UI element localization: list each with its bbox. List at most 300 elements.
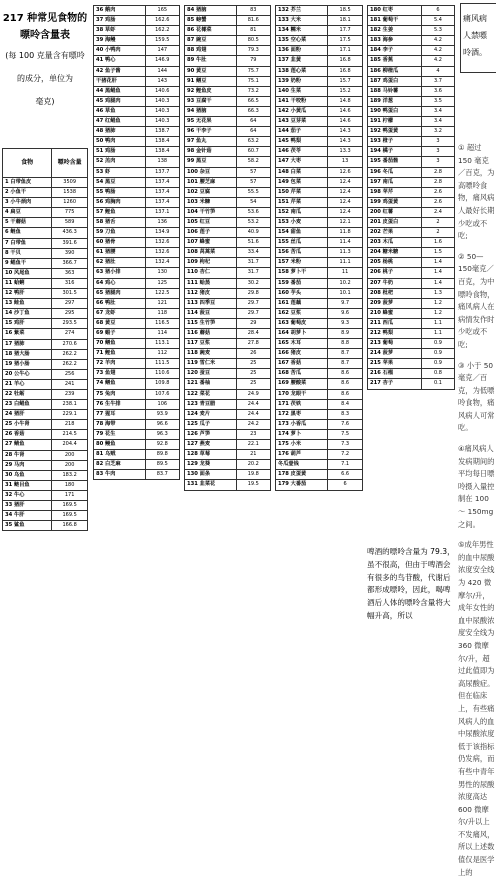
table-row	[3, 208, 88, 218]
table-row	[185, 369, 271, 379]
purine-value: 0.9	[421, 339, 454, 349]
food-name: 200 红薯	[368, 207, 422, 217]
table-row	[94, 238, 180, 248]
table-row	[368, 217, 455, 227]
table-row	[368, 278, 455, 288]
purine-value: 8.7	[328, 349, 363, 359]
table-row	[276, 318, 363, 328]
table-row	[276, 429, 363, 439]
food-name: 143 豆芽菜	[276, 117, 328, 127]
table-row	[94, 359, 180, 369]
food-name: 136 面粉	[276, 46, 328, 56]
table-row	[94, 56, 180, 66]
food-name: 190 鸭蛋白	[368, 106, 422, 116]
note-3: ③ 小于 50 毫克／百克，为低嘌呤食物，痛风病人可常吃。	[458, 360, 495, 433]
purine-value: 25	[236, 369, 270, 379]
table-row	[368, 56, 455, 66]
table-row	[94, 288, 180, 298]
unit-note-3: 毫克)	[35, 97, 55, 106]
table-row	[94, 450, 180, 460]
table-row	[185, 238, 271, 248]
purine-value: 109.8	[145, 379, 179, 389]
table-row	[94, 470, 180, 480]
food-name: 130 面条	[185, 470, 237, 480]
table-row	[368, 96, 455, 106]
purine-value: 1.3	[421, 288, 454, 298]
table-row	[185, 298, 271, 308]
purine-value: 8.6	[328, 369, 363, 379]
food-name: 162 豆浆	[276, 308, 328, 318]
food-name: 101 腰芝麻	[185, 177, 237, 187]
purine-value: 295	[52, 309, 88, 319]
food-name: 125 瓜子	[185, 419, 237, 429]
table-row	[368, 86, 455, 96]
food-name: 197 南瓜	[368, 177, 422, 187]
food-name: 134 糯米	[276, 26, 328, 36]
table-row	[368, 298, 455, 308]
table-row	[276, 399, 363, 409]
purine-value: 19.5	[236, 480, 270, 490]
table-row	[185, 268, 271, 278]
food-name: 141 干咬粉	[276, 96, 328, 106]
table-row	[368, 177, 455, 187]
purine-value: 16.8	[328, 56, 363, 66]
food-name: 62 猪肚	[94, 258, 146, 268]
table-row	[368, 26, 455, 36]
purine-value: 17.7	[328, 26, 363, 36]
food-name: 176 葫芦	[276, 450, 328, 460]
purine-value: 25	[236, 379, 270, 389]
table-row	[94, 66, 180, 76]
purine-value: 30.2	[236, 278, 270, 288]
purine-value: 1.4	[421, 278, 454, 288]
food-name: 120 蚕豆	[185, 369, 237, 379]
purine-value: 12.4	[328, 177, 363, 187]
food-name: 113 四季豆	[185, 298, 237, 308]
purine-value: 29.8	[236, 288, 270, 298]
purine-value: 0.8	[421, 369, 454, 379]
purine-value: 116.5	[145, 318, 179, 328]
table-row	[94, 167, 180, 177]
table-row	[3, 188, 88, 198]
table-row	[368, 157, 455, 167]
table-row	[368, 379, 455, 389]
table-row	[276, 56, 363, 66]
food-name: 196 冬瓜	[368, 167, 422, 177]
table-row	[94, 137, 180, 147]
table-row	[276, 440, 363, 450]
table-row	[185, 359, 271, 369]
table-row	[276, 238, 363, 248]
food-name: 75 兔肉	[94, 389, 146, 399]
purine-value: 11.8	[328, 228, 363, 238]
table-row	[276, 339, 363, 349]
purine-value: 138.4	[145, 147, 179, 157]
food-name: 89 牛肚	[185, 56, 237, 66]
purine-value: 81.6	[236, 16, 270, 26]
table-row	[3, 480, 88, 490]
food-name: 166 猪皮	[276, 349, 328, 359]
purine-value: 262.2	[52, 359, 88, 369]
table-row	[3, 410, 88, 420]
table-row	[94, 329, 180, 339]
purine-value: 18.5	[328, 6, 363, 16]
table-row	[3, 289, 88, 299]
note-4: ④痛风病人发病期间的平均每日嘌呤摄入量控制在 100 ～ 150mg之间。	[458, 444, 495, 529]
food-name: 189 洋葱	[368, 96, 422, 106]
table-row	[185, 197, 271, 207]
food-name: 32 牛心	[3, 490, 52, 500]
food-name: 210 蜂蜜	[368, 308, 422, 318]
purine-value: 93.9	[145, 409, 179, 419]
food-name: 68 黄豆	[94, 318, 146, 328]
purine-value: 55.5	[236, 187, 270, 197]
food-name: 213 葡萄	[368, 339, 422, 349]
notes-column	[458, 142, 496, 887]
purine-value: 2.8	[421, 177, 454, 187]
food-name: 156 苦瓜	[276, 248, 328, 258]
table-row	[185, 147, 271, 157]
purine-value: 200	[52, 460, 88, 470]
table-row	[3, 268, 88, 278]
food-name: 19 猪小肠	[3, 359, 52, 369]
table-row	[276, 369, 363, 379]
table-row	[3, 329, 88, 339]
purine-value: 66.5	[236, 96, 270, 106]
purine-value: 31.7	[236, 258, 270, 268]
food-name: 48 猪肺	[94, 127, 146, 137]
table-row	[94, 96, 180, 106]
food-name: 139 奶粉	[276, 76, 328, 86]
purine-value: 8.9	[328, 329, 363, 339]
table-row	[276, 308, 363, 318]
purine-value: 204.4	[52, 440, 88, 450]
purine-table-col-2	[93, 5, 180, 480]
table-row	[94, 429, 180, 439]
purine-value: 92.8	[145, 440, 179, 450]
food-name: 105 红豆	[185, 217, 237, 227]
food-name: 192 鸭蛋黄	[368, 127, 422, 137]
purine-value: 11	[328, 268, 363, 278]
food-name: 171 茯铁	[276, 399, 328, 409]
food-name: 63 猪小排	[94, 268, 146, 278]
purine-value: 14.6	[328, 106, 363, 116]
table-row	[94, 147, 180, 157]
food-name: 119 雪仁米	[185, 359, 237, 369]
food-name: 71 鲤鱼	[94, 349, 146, 359]
purine-value: 366.7	[52, 258, 88, 268]
purine-value: 1260	[52, 198, 88, 208]
purine-value: 8.6	[328, 389, 363, 399]
table-row	[3, 339, 88, 349]
food-name: 106 莲子	[185, 228, 237, 238]
purine-value: 13	[328, 157, 363, 167]
purine-value: 2	[421, 217, 454, 227]
food-name: 123 青豆腊	[185, 399, 237, 409]
food-name: 17 猪肺	[3, 339, 52, 349]
table-row	[3, 501, 88, 511]
table-row	[368, 147, 455, 157]
food-name: 115 生竹笋	[185, 318, 237, 328]
purine-value: 5.4	[421, 16, 454, 26]
table-row	[368, 339, 455, 349]
food-name: 138 莲心菜	[276, 66, 328, 76]
table-row	[94, 46, 180, 56]
food-name: 64 鸡心	[94, 278, 146, 288]
purine-value: 15.7	[328, 76, 363, 86]
food-name: 163 葡萄皮	[276, 318, 328, 328]
table-row	[94, 349, 180, 359]
purine-value: 11.1	[328, 258, 363, 268]
purine-value: 316	[52, 278, 88, 288]
table-row	[368, 197, 455, 207]
purine-value: 12.6	[328, 167, 363, 177]
purine-value: 14.3	[328, 137, 363, 147]
purine-table-col-4	[275, 5, 363, 491]
food-name: 169 腰酸菜	[276, 379, 328, 389]
purine-value: 29.7	[236, 298, 270, 308]
food-name: 114 菠豆	[185, 308, 237, 318]
note-1: ① 超过 150 毫克／百克，为高嘌呤食物，痛风病人最好长期少吃或不吃;	[458, 143, 495, 241]
food-name: 52 羔肉	[94, 157, 146, 167]
purine-value: 121	[145, 298, 179, 308]
food-name: 36 鹅肉	[94, 6, 146, 16]
table-row	[185, 258, 271, 268]
table-row	[3, 379, 88, 389]
food-name: 178 皮蛋黄	[276, 470, 328, 480]
food-name: 180 红枣	[368, 6, 422, 16]
food-name: 88 鸡翅	[185, 46, 237, 56]
table-row	[3, 450, 88, 460]
table-row	[94, 127, 180, 137]
purine-table-col-3	[184, 5, 271, 491]
food-name: 137 韭黄	[276, 56, 328, 66]
purine-value: 138.4	[145, 137, 179, 147]
food-name: 207 牛奶	[368, 278, 422, 288]
purine-value: 3.5	[421, 96, 454, 106]
purine-value: 14.8	[328, 96, 363, 106]
food-name: 188 马铃薯	[368, 86, 422, 96]
table-row	[185, 440, 271, 450]
table-row	[185, 6, 271, 16]
food-name: 2 小鱼干	[3, 188, 52, 198]
food-name: 204 糖米糖	[368, 248, 422, 258]
purine-value: 0.9	[421, 349, 454, 359]
food-name: 215 苹果	[368, 359, 422, 369]
purine-value: 19.8	[236, 470, 270, 480]
food-name: 5 干蘑菇	[3, 218, 52, 228]
purine-value: 4.2	[421, 46, 454, 56]
purine-value: 183.2	[52, 470, 88, 480]
table-row	[276, 187, 363, 197]
food-name: 104 干竹笋	[185, 207, 237, 217]
purine-value: 241	[52, 379, 88, 389]
table-row	[276, 248, 363, 258]
purine-value: 137.4	[145, 187, 179, 197]
note-2: ② 50—150毫克／百克，为中嘌呤食物，痛风病人在病情发作时少吃或不吃;	[458, 251, 495, 349]
food-name: 22 牡蛎	[3, 389, 52, 399]
purine-value: 24.9	[236, 389, 270, 399]
table-row	[94, 389, 180, 399]
table-row	[276, 419, 363, 429]
food-name: 149 包菜	[276, 177, 328, 187]
table-row	[185, 248, 271, 258]
food-name: 131 韭菜花	[185, 480, 237, 490]
food-name: 132 芥兰	[276, 6, 328, 16]
table-row	[276, 66, 363, 76]
purine-value: 22.1	[236, 440, 270, 450]
table-row	[276, 26, 363, 36]
purine-value: 436.3	[52, 228, 88, 238]
table-row	[3, 319, 88, 329]
purine-value: 113.1	[145, 339, 179, 349]
purine-value: 4.2	[421, 56, 454, 66]
food-name: 203 木瓜	[368, 238, 422, 248]
food-name: 91 鳝豆	[185, 76, 237, 86]
food-name: 25 小牛肾	[3, 420, 52, 430]
table-row	[3, 400, 88, 410]
table-row	[3, 440, 88, 450]
table-row	[94, 228, 180, 238]
food-name: 58 猪舌	[94, 217, 146, 227]
table-row	[185, 86, 271, 96]
table-row	[368, 318, 455, 328]
purine-value: 140.3	[145, 117, 179, 127]
purine-value: 137.1	[145, 207, 179, 217]
table-row	[94, 177, 180, 187]
purine-value: 775	[52, 208, 88, 218]
purine-value: 134.9	[145, 228, 179, 238]
purine-value: 239	[52, 389, 88, 399]
table-row	[3, 369, 88, 379]
food-name: 154 甜鱼	[276, 228, 328, 238]
table-row	[276, 470, 363, 480]
food-name: 124 麦片	[185, 409, 237, 419]
food-name: 78 海带	[94, 419, 146, 429]
purine-value: 1.5	[421, 248, 454, 258]
purine-value: 21	[236, 450, 270, 460]
table-row	[276, 6, 363, 16]
table-row	[185, 66, 271, 76]
purine-value: 60.7	[236, 147, 270, 157]
table-header	[3, 149, 88, 178]
food-name: 85 螃蟹	[185, 16, 237, 26]
purine-value: 3.4	[421, 106, 454, 116]
purine-value: 89.8	[145, 450, 179, 460]
food-name: 60 猪骨	[94, 238, 146, 248]
purine-value: 122.5	[145, 288, 179, 298]
purine-value: 1.1	[421, 318, 454, 328]
table-row	[94, 258, 180, 268]
food-name: 206 桃子	[368, 268, 422, 278]
purine-value: 3	[421, 157, 454, 167]
table-row	[94, 86, 180, 96]
table-row	[276, 207, 363, 217]
table-row	[3, 299, 88, 309]
food-name: 170 龙眼干	[276, 389, 328, 399]
table-row	[3, 258, 88, 268]
table-row	[185, 470, 271, 480]
food-name: 142 小黄瓜	[276, 106, 328, 116]
table-row	[185, 117, 271, 127]
purine-value: 8.3	[328, 409, 363, 419]
table-row	[368, 308, 455, 318]
purine-value: 0.1	[421, 379, 454, 389]
purine-value: 8.4	[328, 399, 363, 409]
purine-value: 114	[145, 329, 179, 339]
table-row	[276, 409, 363, 419]
purine-value: 589	[52, 218, 88, 228]
table-row	[94, 369, 180, 379]
table-row	[276, 329, 363, 339]
food-name: 34 牛肝	[3, 511, 52, 521]
purine-value: 96.3	[145, 429, 179, 439]
table-row	[3, 178, 88, 188]
table-row	[185, 56, 271, 66]
food-name: 173 小香瓜	[276, 419, 328, 429]
table-row	[368, 46, 455, 56]
table-row	[3, 420, 88, 430]
purine-value: 17.5	[328, 36, 363, 46]
purine-value: 40.9	[236, 228, 270, 238]
table-row	[94, 217, 180, 227]
purine-value: 20.2	[236, 460, 270, 470]
food-name: 183 海参	[368, 36, 422, 46]
table-row	[185, 106, 271, 116]
table-row	[94, 36, 180, 46]
food-name: 12 鸭肝	[3, 289, 52, 299]
table-row	[3, 349, 88, 359]
beer-warning: 痛风病人禁嘌呤酒。	[460, 3, 496, 73]
table-row	[368, 76, 455, 86]
food-name: 194 橘子	[368, 147, 422, 157]
purine-value: 297	[52, 299, 88, 309]
food-name: 97 鱼丸	[185, 137, 237, 147]
food-name: 76 生牛排	[94, 399, 146, 409]
food-name: 151 芹菜	[276, 197, 328, 207]
food-name: 161 莲藕	[276, 298, 328, 308]
table-row	[3, 359, 88, 369]
table-row	[185, 36, 271, 46]
food-name: 28 牛肾	[3, 450, 52, 460]
purine-value: 140.3	[145, 96, 179, 106]
table-row	[185, 167, 271, 177]
food-name: 96 干李子	[185, 127, 237, 137]
table-row	[368, 359, 455, 369]
table-row	[94, 268, 180, 278]
food-name: 158 萝卜干	[276, 268, 328, 278]
purine-value: 12.4	[328, 187, 363, 197]
food-name: 11 蛤蜊	[3, 278, 52, 288]
table-row	[185, 278, 271, 288]
table-row	[185, 460, 271, 470]
food-name: 冬瓜壹钱	[276, 460, 328, 470]
food-name: 86 花椰菜	[185, 26, 237, 36]
purine-value: 200	[52, 450, 88, 460]
table-row	[94, 339, 180, 349]
food-name: 45 鸡腿肉	[94, 96, 146, 106]
food-name: 152 南瓜	[276, 207, 328, 217]
food-name: 128 草莓	[185, 450, 237, 460]
table-row	[368, 369, 455, 379]
food-name: 46 草鱼	[94, 106, 146, 116]
purine-value: 66.3	[236, 106, 270, 116]
food-name: 51 鸡肠	[94, 147, 146, 157]
table-row	[368, 349, 455, 359]
purine-value: 143	[145, 76, 179, 86]
purine-value: 118	[145, 308, 179, 318]
table-row	[185, 318, 271, 328]
